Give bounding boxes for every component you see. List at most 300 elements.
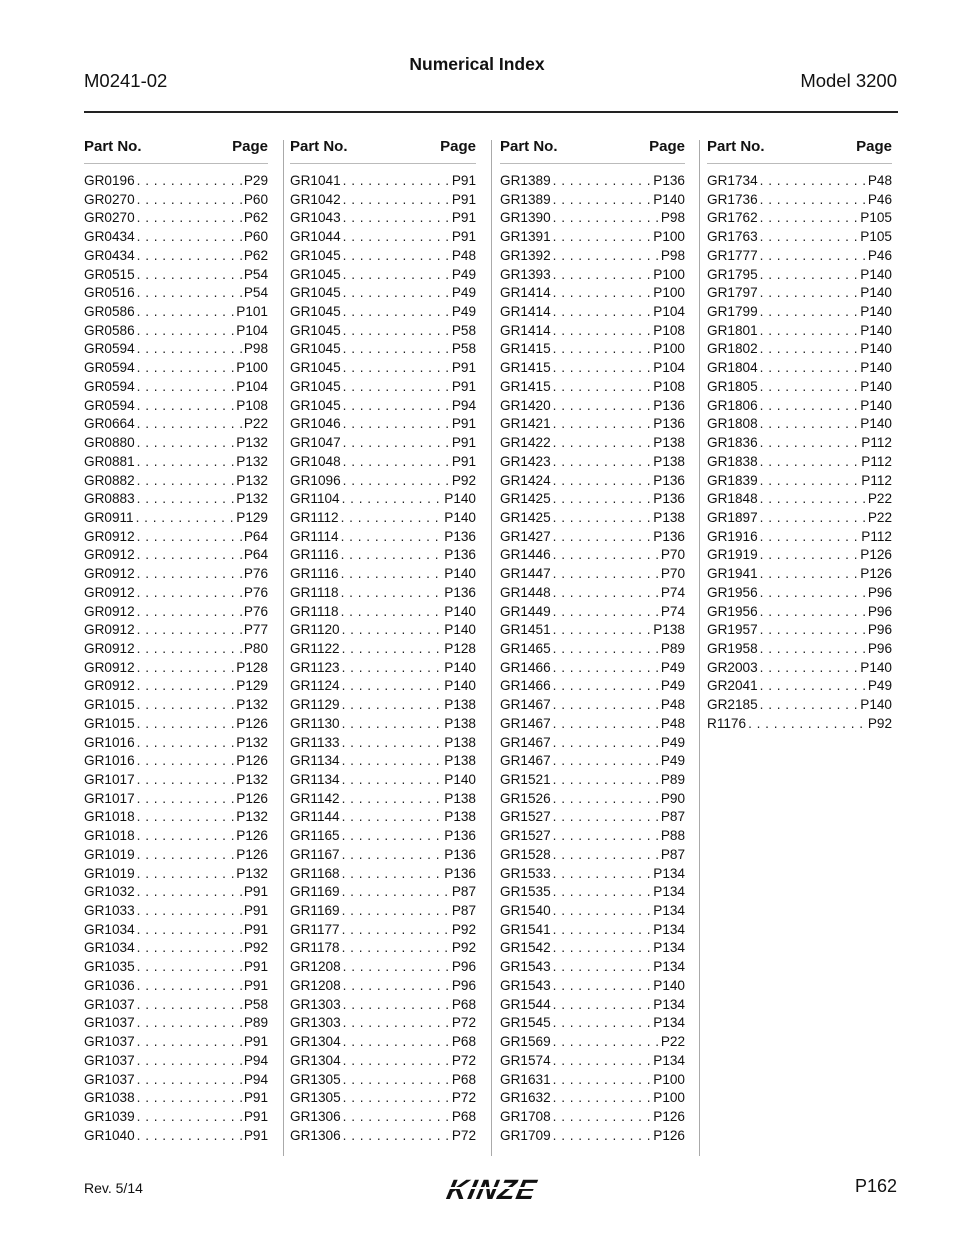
page-reference: P140 xyxy=(860,697,892,713)
part-no-header: Part No. xyxy=(500,138,558,155)
index-entry xyxy=(707,509,892,528)
dot-leader xyxy=(551,247,661,266)
dot-leader xyxy=(135,340,244,359)
dot-leader xyxy=(340,790,445,809)
dot-leader xyxy=(135,1071,244,1090)
part-number: GR1122 xyxy=(290,640,340,656)
part-number: GR1034 xyxy=(84,940,135,956)
page-reference: P138 xyxy=(444,697,476,713)
part-number: GR1208 xyxy=(290,959,341,975)
header-underline xyxy=(290,163,476,164)
dot-leader xyxy=(551,266,654,285)
index-entry xyxy=(500,939,685,958)
dot-leader xyxy=(341,228,452,247)
part-number: GR1448 xyxy=(500,584,551,600)
index-entry xyxy=(84,453,268,472)
page-header: Page xyxy=(232,138,268,155)
part-number: GR1421 xyxy=(500,416,551,432)
dot-leader xyxy=(758,490,868,509)
index-entry xyxy=(290,415,476,434)
dot-leader xyxy=(135,621,244,640)
page-reference: P91 xyxy=(451,378,476,394)
part-number: GR1039 xyxy=(84,1108,135,1124)
page-reference: P132 xyxy=(236,491,268,507)
part-number: GR1045 xyxy=(290,247,341,263)
index-entry xyxy=(500,1108,685,1127)
page-reference: P140 xyxy=(860,341,892,357)
part-number: GR1019 xyxy=(84,846,135,862)
index-entry xyxy=(290,266,476,285)
page-reference: P49 xyxy=(451,304,476,320)
index-entry xyxy=(707,659,892,678)
index-entry xyxy=(84,734,268,753)
part-number: GR1795 xyxy=(707,266,758,282)
page-reference: P140 xyxy=(444,622,476,638)
index-entry xyxy=(500,472,685,491)
dot-leader xyxy=(551,434,654,453)
part-number: GR1037 xyxy=(84,1052,135,1068)
part-number: GR1762 xyxy=(707,210,758,226)
part-number: GR1040 xyxy=(84,1127,135,1143)
part-number: GR1806 xyxy=(707,397,758,413)
page-reference: P80 xyxy=(243,640,268,656)
index-entry xyxy=(84,1127,268,1146)
dot-leader xyxy=(341,1033,452,1052)
page-reference: P91 xyxy=(451,210,476,226)
page-reference: P72 xyxy=(451,1015,476,1031)
part-number: GR1423 xyxy=(500,453,551,469)
dot-leader xyxy=(135,397,237,416)
part-number: GR1037 xyxy=(84,1071,135,1087)
page-reference: P76 xyxy=(243,603,268,619)
index-entry xyxy=(500,266,685,285)
index-entry xyxy=(500,865,685,884)
index-entry xyxy=(84,1052,268,1071)
part-number: GR1390 xyxy=(500,210,551,226)
index-entry xyxy=(500,958,685,977)
index-entry xyxy=(500,546,685,565)
page-reference: P134 xyxy=(653,921,685,937)
part-no-header: Part No. xyxy=(707,138,765,155)
dot-leader xyxy=(340,734,445,753)
index-entry xyxy=(84,1071,268,1090)
dot-leader xyxy=(339,584,445,603)
page-reference: P136 xyxy=(444,584,476,600)
index-entry xyxy=(290,640,476,659)
index-entry xyxy=(707,584,892,603)
part-number: GR1096 xyxy=(290,472,341,488)
index-entry xyxy=(290,546,476,565)
index-entry xyxy=(500,191,685,210)
dot-leader xyxy=(135,865,237,884)
page-reference: P29 xyxy=(243,173,268,188)
page-reference: P136 xyxy=(444,846,476,862)
index-entry xyxy=(84,322,268,341)
index-entry xyxy=(500,322,685,341)
page-reference: P98 xyxy=(660,210,685,226)
page-reference: P136 xyxy=(653,491,685,507)
page-reference: P88 xyxy=(660,828,685,844)
part-number: GR1848 xyxy=(707,491,758,507)
index-entry xyxy=(290,322,476,341)
page-reference: P136 xyxy=(444,528,476,544)
page-reference: P91 xyxy=(243,884,268,900)
part-number: GR1046 xyxy=(290,416,341,432)
dot-leader xyxy=(135,472,237,491)
part-number: GR1112 xyxy=(290,509,339,525)
page-reference: P60 xyxy=(243,229,268,245)
index-entry xyxy=(290,453,476,472)
dot-leader xyxy=(135,415,244,434)
dot-leader xyxy=(341,247,452,266)
page-reference: P49 xyxy=(867,678,892,694)
part-number: GR1304 xyxy=(290,1052,341,1068)
page-reference: P140 xyxy=(444,678,476,694)
dot-leader xyxy=(551,528,654,547)
column-header xyxy=(500,138,685,164)
page-reference: P91 xyxy=(451,191,476,207)
dot-leader xyxy=(551,640,661,659)
part-number: R1176 xyxy=(707,715,747,731)
page-reference: P49 xyxy=(660,734,685,750)
page-reference: P92 xyxy=(451,921,476,937)
page-reference: P129 xyxy=(236,678,268,694)
part-number: GR0912 xyxy=(84,584,135,600)
part-number: GR1956 xyxy=(707,584,758,600)
part-number: GR1467 xyxy=(500,753,551,769)
page-reference: P138 xyxy=(444,734,476,750)
part-number: GR1389 xyxy=(500,173,551,188)
page-reference: P70 xyxy=(660,547,685,563)
part-number: GR0664 xyxy=(84,416,135,432)
index-entry xyxy=(290,584,476,603)
dot-leader xyxy=(758,359,861,378)
page-reference: P96 xyxy=(867,622,892,638)
page-reference: P126 xyxy=(236,753,268,769)
index-entry xyxy=(290,528,476,547)
dot-leader xyxy=(758,228,861,247)
index-entry xyxy=(290,228,476,247)
page-reference: P140 xyxy=(444,509,476,525)
part-number: GR0196 xyxy=(84,173,135,188)
dot-leader xyxy=(340,808,445,827)
dot-leader xyxy=(135,827,237,846)
header-underline xyxy=(500,163,685,164)
dot-leader xyxy=(758,603,868,622)
page-reference: P74 xyxy=(660,584,685,600)
page-reference: P140 xyxy=(860,285,892,301)
dot-leader xyxy=(551,677,661,696)
page-reference: P140 xyxy=(444,772,476,787)
page-reference: P54 xyxy=(243,266,268,282)
dot-leader xyxy=(340,883,452,902)
dot-leader xyxy=(551,546,661,565)
part-number: GR1144 xyxy=(290,809,340,825)
page-reference: P136 xyxy=(653,416,685,432)
dot-leader xyxy=(135,584,244,603)
dot-leader xyxy=(341,1089,452,1108)
page-reference: P140 xyxy=(860,397,892,413)
dot-leader xyxy=(758,509,868,528)
part-number: GR1466 xyxy=(500,678,551,694)
dot-leader xyxy=(135,640,244,659)
part-number: GR1415 xyxy=(500,378,551,394)
dot-leader xyxy=(135,808,237,827)
page-reference: P68 xyxy=(451,1108,476,1124)
dot-leader xyxy=(341,340,452,359)
part-number: GR0594 xyxy=(84,341,135,357)
page-reference: P140 xyxy=(860,659,892,675)
dot-leader xyxy=(551,865,654,884)
index-entry xyxy=(500,603,685,622)
index-entry xyxy=(84,958,268,977)
part-number: GR0434 xyxy=(84,229,135,245)
page-reference: P132 xyxy=(236,865,268,881)
index-entry xyxy=(84,752,268,771)
dot-leader xyxy=(551,790,661,809)
part-number: GR0586 xyxy=(84,322,135,338)
index-entry xyxy=(84,472,268,491)
index-entry xyxy=(84,603,268,622)
page-reference: P89 xyxy=(243,1015,268,1031)
index-entry xyxy=(84,247,268,266)
page-reference: P136 xyxy=(444,865,476,881)
index-entry xyxy=(84,378,268,397)
page-reference: P96 xyxy=(451,977,476,993)
part-number: GR1446 xyxy=(500,547,551,563)
part-number: GR1133 xyxy=(290,734,340,750)
index-entry xyxy=(84,172,268,191)
page-reference: P62 xyxy=(243,210,268,226)
part-number: GR2003 xyxy=(707,659,758,675)
page-reference: P91 xyxy=(243,1108,268,1124)
part-number: GR1033 xyxy=(84,903,135,919)
index-entry xyxy=(500,734,685,753)
part-number: GR0594 xyxy=(84,378,135,394)
index-entry xyxy=(84,846,268,865)
index-entry xyxy=(500,977,685,996)
dot-leader xyxy=(341,209,452,228)
part-number: GR0270 xyxy=(84,210,135,226)
dot-leader xyxy=(551,565,661,584)
part-number: GR1045 xyxy=(290,378,341,394)
part-number: GR1736 xyxy=(707,191,758,207)
page-reference: P91 xyxy=(243,959,268,975)
page-reference: P136 xyxy=(444,828,476,844)
part-number: GR1034 xyxy=(84,921,135,937)
part-number: GR1304 xyxy=(290,1034,341,1050)
page-reference: P126 xyxy=(860,547,892,563)
part-number: GR1527 xyxy=(500,828,551,844)
dot-leader xyxy=(135,696,237,715)
index-entry xyxy=(500,996,685,1015)
page-reference: P112 xyxy=(861,528,892,544)
dot-leader xyxy=(551,1052,654,1071)
dot-leader xyxy=(551,1108,654,1127)
part-number: GR1447 xyxy=(500,566,551,582)
dot-leader xyxy=(758,266,861,285)
index-entry xyxy=(707,266,892,285)
index-entry xyxy=(707,621,892,640)
index-entry xyxy=(707,546,892,565)
page-reference: P126 xyxy=(236,790,268,806)
part-number: GR1836 xyxy=(707,435,758,451)
dot-leader xyxy=(551,1071,654,1090)
index-entry xyxy=(290,247,476,266)
part-number: GR1574 xyxy=(500,1052,551,1068)
index-entry xyxy=(707,191,892,210)
page-reference: P112 xyxy=(861,453,892,469)
page-header: Page xyxy=(440,138,476,155)
dot-leader xyxy=(340,640,445,659)
dot-leader xyxy=(551,378,654,397)
part-number: GR0912 xyxy=(84,528,135,544)
index-entry xyxy=(84,996,268,1015)
page-reference: P112 xyxy=(861,435,892,451)
index-entry xyxy=(500,677,685,696)
page-reference: P72 xyxy=(451,1090,476,1106)
page-reference: P96 xyxy=(867,603,892,619)
page-reference: P138 xyxy=(653,453,685,469)
index-entry xyxy=(84,490,268,509)
part-number: GR1521 xyxy=(500,772,551,787)
part-number: GR1414 xyxy=(500,285,551,301)
index-entry xyxy=(84,546,268,565)
part-number: GR1425 xyxy=(500,491,551,507)
dot-leader xyxy=(135,902,244,921)
index-entry xyxy=(707,284,892,303)
dot-leader xyxy=(551,902,654,921)
index-entry xyxy=(707,397,892,416)
part-number: GR0882 xyxy=(84,472,135,488)
index-entry xyxy=(290,790,476,809)
index-list xyxy=(500,172,685,1145)
dot-leader xyxy=(340,659,445,678)
part-number: GR1129 xyxy=(290,697,340,713)
index-entry xyxy=(84,228,268,247)
page-reference: P48 xyxy=(867,173,892,188)
dot-leader xyxy=(758,209,861,228)
index-entry xyxy=(84,883,268,902)
part-number: GR1466 xyxy=(500,659,551,675)
part-number: GR1130 xyxy=(290,715,340,731)
index-entry xyxy=(290,603,476,622)
index-entry xyxy=(84,1089,268,1108)
part-number: GR1540 xyxy=(500,903,551,919)
index-entry xyxy=(707,303,892,322)
index-entry xyxy=(500,752,685,771)
page-reference: P22 xyxy=(243,416,268,432)
part-number: GR1041 xyxy=(290,173,341,188)
page-reference: P89 xyxy=(660,640,685,656)
dot-leader xyxy=(758,415,861,434)
part-number: GR1015 xyxy=(84,715,135,731)
part-number: GR1045 xyxy=(290,341,341,357)
index-entry xyxy=(500,1052,685,1071)
dot-leader xyxy=(758,191,868,210)
part-number: GR1045 xyxy=(290,360,341,376)
index-entry xyxy=(290,939,476,958)
page-reference: P132 xyxy=(236,472,268,488)
dot-leader xyxy=(551,715,661,734)
dot-leader xyxy=(341,303,452,322)
dot-leader xyxy=(758,322,861,341)
page-reference: P140 xyxy=(860,416,892,432)
dot-leader xyxy=(551,883,654,902)
dot-leader xyxy=(758,621,868,640)
index-entry xyxy=(290,472,476,491)
dot-leader xyxy=(758,677,868,696)
index-entry xyxy=(500,1089,685,1108)
dot-leader xyxy=(758,453,862,472)
dot-leader xyxy=(135,378,237,397)
part-number: GR1016 xyxy=(84,753,135,769)
index-entry xyxy=(290,902,476,921)
dot-leader xyxy=(135,883,244,902)
part-number: GR1467 xyxy=(500,697,551,713)
part-number: GR1957 xyxy=(707,622,758,638)
part-number: GR1116 xyxy=(290,566,339,582)
dot-leader xyxy=(551,808,661,827)
dot-leader xyxy=(551,191,654,210)
index-entry xyxy=(500,565,685,584)
part-number: GR1415 xyxy=(500,341,551,357)
part-number: GR1941 xyxy=(707,566,758,582)
dot-leader xyxy=(758,340,861,359)
index-entry xyxy=(500,303,685,322)
part-number: GR1415 xyxy=(500,360,551,376)
page-reference: P64 xyxy=(243,547,268,563)
part-number: GR1916 xyxy=(707,528,758,544)
part-number: GR0912 xyxy=(84,547,135,563)
dot-leader xyxy=(551,939,654,958)
page-reference: P104 xyxy=(653,304,685,320)
part-number: GR1465 xyxy=(500,640,551,656)
page-reference: P91 xyxy=(451,229,476,245)
index-entry xyxy=(84,621,268,640)
index-entry xyxy=(707,340,892,359)
page-reference: P98 xyxy=(243,341,268,357)
dot-leader xyxy=(551,172,654,191)
part-number: GR1805 xyxy=(707,378,758,394)
index-entry xyxy=(500,808,685,827)
part-number: GR1542 xyxy=(500,940,551,956)
dot-leader xyxy=(341,1108,452,1127)
index-entry xyxy=(500,340,685,359)
dot-leader xyxy=(135,490,237,509)
index-entry xyxy=(290,827,476,846)
dot-leader xyxy=(341,958,452,977)
part-number: GR1808 xyxy=(707,416,758,432)
dot-leader xyxy=(551,472,654,491)
index-entry xyxy=(290,865,476,884)
page-reference: P134 xyxy=(653,996,685,1012)
page-reference: P91 xyxy=(451,416,476,432)
dot-leader xyxy=(746,715,868,734)
dot-leader xyxy=(135,603,244,622)
page-reference: P128 xyxy=(236,659,268,675)
page-reference: P91 xyxy=(243,1127,268,1143)
page-reference: P104 xyxy=(653,360,685,376)
index-entry xyxy=(84,415,268,434)
index-entry xyxy=(500,902,685,921)
page-reference: P76 xyxy=(243,584,268,600)
dot-leader xyxy=(135,191,244,210)
dot-leader xyxy=(135,322,237,341)
index-entry xyxy=(707,434,892,453)
page-reference: P62 xyxy=(243,247,268,263)
header-rule xyxy=(84,111,898,113)
